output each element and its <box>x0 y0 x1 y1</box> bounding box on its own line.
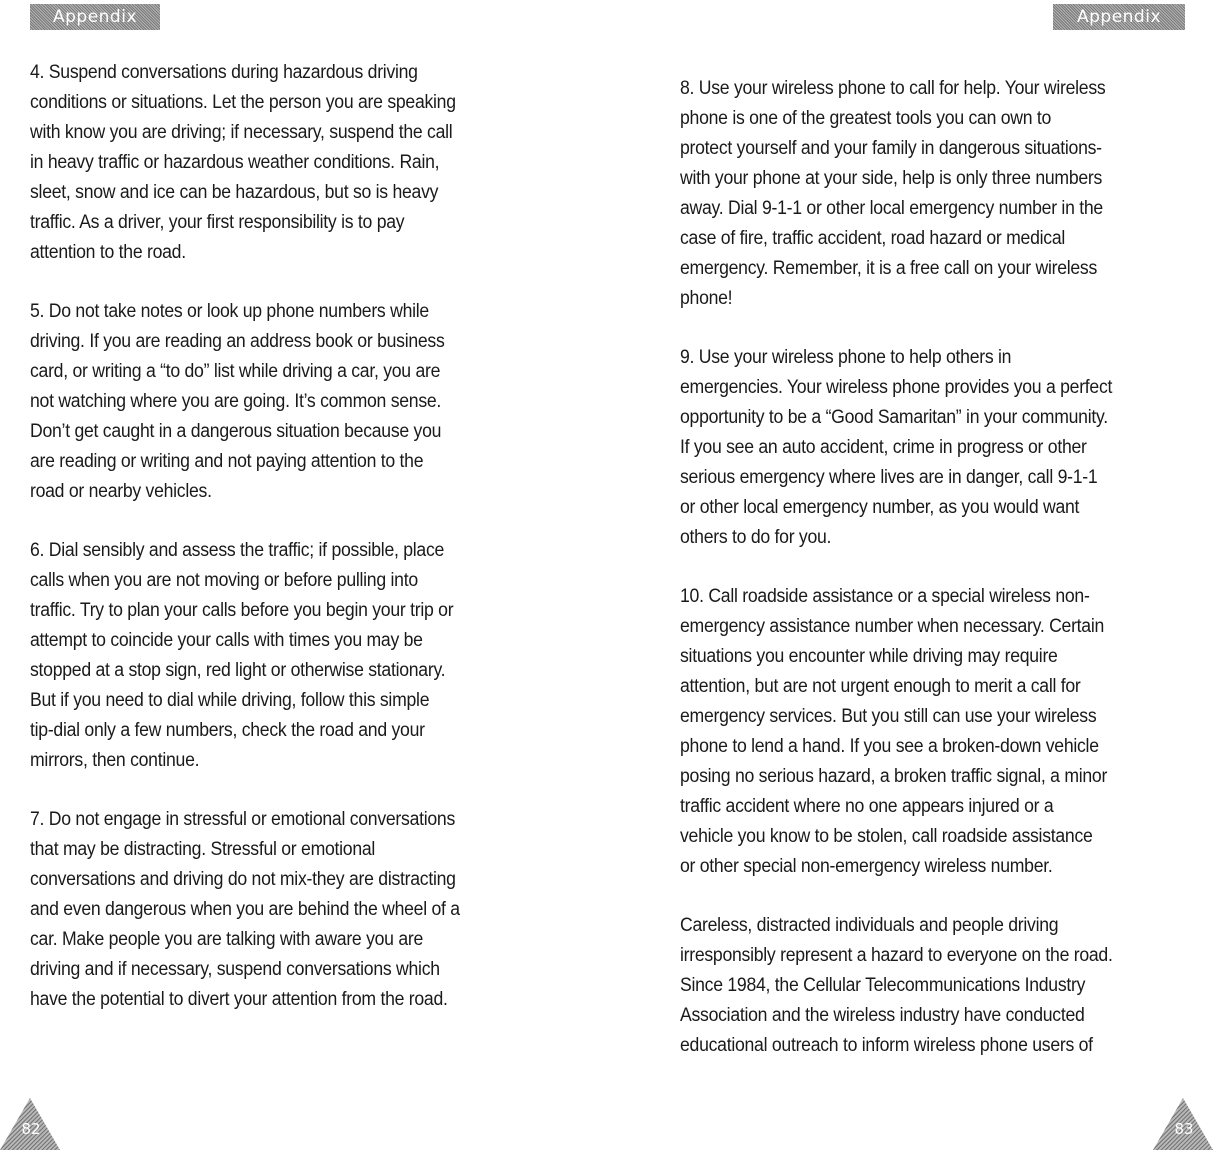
text-line: emergency services. But you still can use your wireless <box>680 705 1097 727</box>
text-line: and even dangerous when you are behind the wheel of a <box>30 898 460 920</box>
text-line: have the potential to divert your attention from the road. <box>30 988 448 1010</box>
text-line: educational outreach to inform wireless phone users of <box>680 1034 1093 1056</box>
text-line: phone is one of the greatest tools you can own to <box>680 107 1052 129</box>
text-line: case of fire, traffic accident, road hazard or medical <box>680 227 1066 249</box>
text-line: Careless, distracted individuals and people driving <box>680 914 1059 936</box>
text-line: card, or writing a “to do” list while driving a car, you are <box>30 360 441 382</box>
text-line: protect yourself and your family in dangerous situations- <box>680 137 1102 159</box>
text-line: not watching where you are going. It’s common sense. <box>30 390 442 412</box>
paragraph <box>30 296 460 506</box>
text-line: attention to the road. <box>30 241 186 263</box>
text-line: Don’t get caught in a dangerous situation because you <box>30 420 442 442</box>
text-line: road or nearby vehicles. <box>30 480 212 502</box>
text-line: sleet, snow and ice can be hazardous, but so is heavy <box>30 181 439 203</box>
text-line: phone! <box>680 287 733 309</box>
text-line: traffic. Try to plan your calls before you begin your trip or <box>30 599 454 621</box>
text-line: calls when you are not moving or before pulling into <box>30 569 418 591</box>
text-line: If you see an auto accident, crime in progress or other <box>680 436 1087 458</box>
text-line: mirrors, then continue. <box>30 749 200 771</box>
text-line: emergency. Remember, it is a free call on your wireless <box>680 257 1098 279</box>
left-page-text <box>30 57 460 1043</box>
text-line: tip-dial only a few numbers, check the road and your <box>30 719 425 741</box>
paragraph <box>680 73 1113 313</box>
text-line: driving. If you are reading an address book or business <box>30 330 445 352</box>
text-line: 10. Call roadside assistance or a special wireless non- <box>680 585 1090 607</box>
text-line: conversations and driving do not mix-they are distracting <box>30 868 456 890</box>
page-number-left: 82 <box>21 1120 41 1138</box>
text-line: attempt to coincide your calls with times you may be <box>30 629 423 651</box>
text-line: 5. Do not take notes or look up phone numbers while <box>30 300 429 322</box>
text-line: are reading or writing and not paying attention to the <box>30 450 424 472</box>
paragraph <box>680 581 1113 881</box>
text-line: emergency assistance number when necessary. Certain <box>680 615 1105 637</box>
text-line: others to do for you. <box>680 526 832 548</box>
text-line: serious emergency where lives are in danger, call 9-1-1 <box>680 466 1098 488</box>
text-line: in heavy traffic or hazardous weather conditions. Rain, <box>30 151 440 173</box>
text-line: with know you are driving; if necessary, suspend the call <box>30 121 453 143</box>
text-line: But if you need to dial while driving, follow this simple <box>30 689 430 711</box>
text-line: 9. Use your wireless phone to help others in <box>680 346 1012 368</box>
text-line: stopped at a stop sign, red light or otherwise stationary. <box>30 659 446 681</box>
text-line: traffic accident where no one appears injured or a <box>680 795 1054 817</box>
text-line: vehicle you know to be stolen, call roadside assistance <box>680 825 1093 847</box>
text-line: that may be distracting. Stressful or emotional <box>30 838 376 860</box>
text-line: irresponsibly represent a hazard to everyone on the road. <box>680 944 1113 966</box>
paragraph <box>30 804 460 1014</box>
right-page-text <box>680 73 1113 1089</box>
paragraph <box>680 342 1113 552</box>
text-line: posing no serious hazard, a broken traffic signal, a minor <box>680 765 1108 787</box>
text-line: car. Make people you are talking with aware you are <box>30 928 424 950</box>
text-line: 6. Dial sensibly and assess the traffic; if possible, place <box>30 539 445 561</box>
text-line: situations you encounter while driving may require <box>680 645 1058 667</box>
text-line: attention, but are not urgent enough to merit a call for <box>680 675 1081 697</box>
text-line: traffic. As a driver, your first responsibility is to pay <box>30 211 405 233</box>
text-line: with your phone at your side, help is only three numbers <box>680 167 1103 189</box>
text-line: conditions or situations. Let the person you are speaking <box>30 91 456 113</box>
paragraph <box>30 57 460 267</box>
text-line: emergencies. Your wireless phone provides you a perfect <box>680 376 1113 398</box>
paragraph <box>30 535 460 775</box>
appendix-header-tab-right: Appendix <box>1053 4 1185 30</box>
appendix-header-tab-left: Appendix <box>30 4 160 30</box>
text-line: driving and if necessary, suspend conversations which <box>30 958 440 980</box>
text-line: phone to lend a hand. If you see a broken-down vehicle <box>680 735 1099 757</box>
text-line: Association and the wireless industry have conducted <box>680 1004 1085 1026</box>
text-line: away. Dial 9-1-1 or other local emergency number in the <box>680 197 1103 219</box>
text-line: 4. Suspend conversations during hazardous driving <box>30 61 418 83</box>
text-line: 7. Do not engage in stressful or emotional conversations <box>30 808 456 830</box>
paragraph <box>680 910 1113 1060</box>
text-line: Since 1984, the Cellular Telecommunications Industry <box>680 974 1086 996</box>
page-number-right: 83 <box>1174 1120 1194 1138</box>
text-line: or other local emergency number, as you would want <box>680 496 1080 518</box>
text-line: or other special non-emergency wireless number. <box>680 855 1053 877</box>
text-line: 8. Use your wireless phone to call for help. Your wireless <box>680 77 1106 99</box>
text-line: opportunity to be a “Good Samaritan” in your community. <box>680 406 1108 428</box>
